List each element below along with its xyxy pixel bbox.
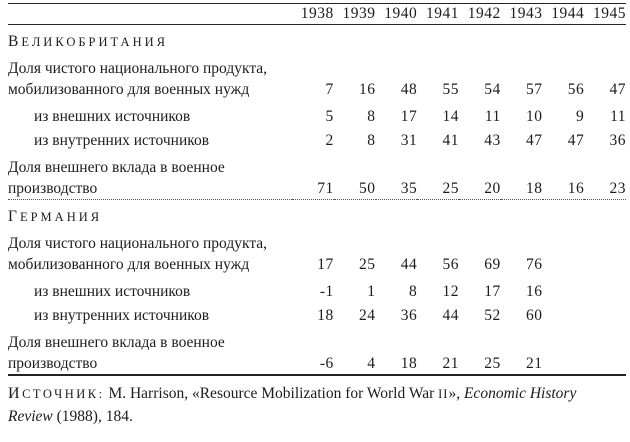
value-cell: -6 bbox=[319, 355, 334, 372]
table-row bbox=[8, 100, 626, 127]
year-header: 1945 bbox=[584, 4, 626, 25]
table-row bbox=[8, 151, 626, 200]
row-label-line2: производство bbox=[8, 355, 98, 372]
row-label-line2: мобилизованного для военных нужд bbox=[8, 256, 250, 273]
value-cell bbox=[584, 302, 626, 326]
value-cell: 24 bbox=[359, 307, 376, 324]
value-cell: 8 bbox=[367, 108, 376, 125]
value-cell: 25 bbox=[442, 180, 459, 197]
row-label bbox=[8, 326, 292, 375]
value-cell: 10 bbox=[526, 108, 543, 125]
value-cell: 41 bbox=[442, 132, 459, 149]
row-label-line1: Доля чистого национального продукта, bbox=[8, 60, 268, 77]
row-label bbox=[8, 50, 292, 100]
mobilization-table bbox=[8, 3, 626, 376]
row-label-line1: Доля внешнего вклада в военное bbox=[8, 159, 225, 176]
value-cell: 47 bbox=[526, 132, 543, 149]
table-row bbox=[8, 275, 626, 302]
value-cell: 60 bbox=[526, 307, 543, 324]
value-cell bbox=[543, 225, 585, 275]
row-label-line1: Доля чистого национального продукта, bbox=[8, 235, 268, 252]
year-header: 1942 bbox=[459, 4, 501, 25]
value-cell: 47 bbox=[609, 81, 626, 98]
row-label: из внешних источников bbox=[34, 283, 191, 300]
source-caption bbox=[8, 383, 624, 427]
source-citation-mid: », bbox=[448, 385, 461, 402]
value-cell: 8 bbox=[409, 283, 418, 300]
value-cell: 17 bbox=[317, 256, 334, 273]
table-row bbox=[8, 302, 626, 326]
value-cell: 47 bbox=[567, 132, 585, 149]
value-cell: 11 bbox=[610, 108, 626, 125]
value-cell: 11 bbox=[484, 108, 501, 125]
value-cell: 1 bbox=[367, 283, 376, 300]
journal-title: Economic History Review bbox=[8, 385, 577, 425]
row-label bbox=[8, 225, 292, 275]
value-cell: 43 bbox=[484, 132, 501, 149]
year-header: 1941 bbox=[417, 4, 459, 25]
value-cell: 18 bbox=[526, 180, 543, 197]
value-cell: 57 bbox=[526, 81, 543, 98]
value-cell: 8 bbox=[367, 132, 376, 149]
year-header: 1940 bbox=[376, 4, 418, 25]
value-cell: 56 bbox=[567, 81, 585, 98]
value-cell: 17 bbox=[484, 283, 501, 300]
section-heading-uk-row bbox=[8, 25, 626, 51]
value-cell bbox=[543, 326, 585, 375]
row-label: из внутренних источников bbox=[34, 132, 210, 149]
value-cell: 54 bbox=[484, 81, 501, 98]
row-label: из внешних источников bbox=[34, 108, 191, 125]
value-cell: 12 bbox=[442, 283, 459, 300]
table-row bbox=[8, 127, 626, 151]
year-header-row bbox=[8, 4, 626, 25]
table-row bbox=[8, 326, 626, 375]
value-cell: 16 bbox=[359, 81, 376, 98]
value-cell: 16 bbox=[526, 283, 543, 300]
value-cell: 35 bbox=[400, 180, 418, 197]
value-cell: 25 bbox=[484, 355, 501, 372]
value-cell: 50 bbox=[359, 180, 376, 197]
section-heading-uk: ВЕЛИКОБРИТАНИЯ bbox=[8, 33, 168, 50]
value-cell bbox=[584, 225, 626, 275]
table-row bbox=[8, 225, 626, 275]
value-cell: 44 bbox=[442, 307, 459, 324]
value-cell: 71 bbox=[317, 180, 334, 197]
value-cell: 20 bbox=[484, 180, 501, 197]
value-cell: 5 bbox=[325, 108, 334, 125]
source-citation-after: (1988), 184. bbox=[56, 407, 133, 425]
row-label-line2: мобилизованного для военных нужд bbox=[8, 81, 250, 98]
value-cell: -1 bbox=[319, 283, 334, 300]
value-cell: 44 bbox=[400, 256, 418, 273]
value-cell: 7 bbox=[325, 81, 334, 98]
value-cell: 9 bbox=[576, 108, 585, 125]
section-heading-germany-row bbox=[8, 200, 626, 226]
value-cell: 36 bbox=[609, 132, 626, 149]
row-label-line1: Доля внешнего вклада в военное bbox=[8, 334, 225, 351]
year-header: 1939 bbox=[334, 4, 376, 25]
source-citation-before: M. Harrison, «Resource Mobilization for World War bbox=[108, 385, 435, 402]
value-cell: 14 bbox=[442, 108, 459, 125]
value-cell: 21 bbox=[442, 355, 459, 372]
value-cell: 69 bbox=[484, 256, 501, 273]
table-row bbox=[8, 50, 626, 100]
value-cell: 76 bbox=[526, 256, 543, 273]
value-cell: 17 bbox=[400, 108, 418, 125]
value-cell: 16 bbox=[567, 180, 585, 197]
section-heading-germany: ГЕРМАНИЯ bbox=[8, 208, 103, 225]
value-cell: 52 bbox=[484, 307, 501, 324]
year-header: 1943 bbox=[501, 4, 543, 25]
value-cell: 4 bbox=[367, 355, 376, 372]
value-cell: 48 bbox=[400, 81, 418, 98]
value-cell: 36 bbox=[400, 307, 418, 324]
value-cell: 2 bbox=[325, 132, 334, 149]
value-cell: 25 bbox=[359, 256, 376, 273]
year-header: 1938 bbox=[292, 4, 334, 25]
value-cell: 23 bbox=[609, 180, 626, 197]
source-label: ИСТОЧНИК: bbox=[8, 385, 105, 402]
empty-corner-cell bbox=[8, 4, 292, 25]
year-header: 1944 bbox=[543, 4, 585, 25]
value-cell: 56 bbox=[442, 256, 459, 273]
value-cell: 21 bbox=[526, 355, 543, 372]
value-cell: 18 bbox=[317, 307, 334, 324]
value-cell bbox=[543, 275, 585, 302]
row-label: из внутренних источников bbox=[34, 307, 210, 324]
row-label bbox=[8, 151, 292, 200]
value-cell bbox=[584, 326, 626, 375]
value-cell bbox=[584, 275, 626, 302]
row-label-line2: производство bbox=[8, 180, 98, 197]
source-war-numeral: II bbox=[438, 387, 449, 401]
value-cell: 31 bbox=[400, 132, 418, 149]
value-cell bbox=[543, 302, 585, 326]
value-cell: 55 bbox=[442, 81, 459, 98]
value-cell: 18 bbox=[400, 355, 418, 372]
